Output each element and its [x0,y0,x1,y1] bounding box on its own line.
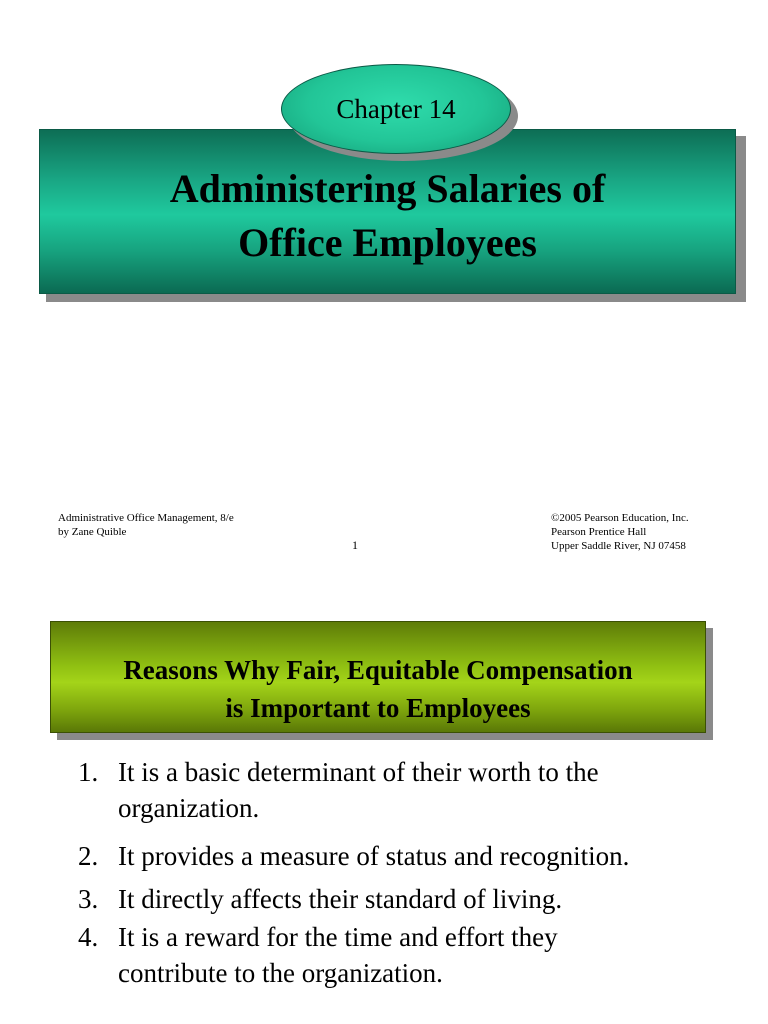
slide-title [39,162,736,270]
slide-heading-line-1: Reasons Why Fair, Equitable Compensation [123,655,633,685]
footer-book-title: Administrative Office Management, 8/e [58,512,234,524]
slide-heading [50,651,706,727]
footer-publisher: Pearson Prentice Hall [551,526,647,538]
footer-publisher-info [551,511,689,553]
chapter-badge [281,64,511,154]
list-item-number: 1. [78,757,99,787]
list-item [78,919,758,991]
slide-heading-line-2: is Important to Employees [225,693,531,723]
list-item-text: It is a basic determinant of their worth to the [118,757,599,787]
list-item-text: It directly affects their standard of living. [118,884,563,914]
list-item [78,754,758,826]
footer-book-info [58,511,234,539]
list-item-number: 3. [78,884,99,914]
reasons-list [78,754,758,991]
slide-2 [0,590,768,1024]
list-item [78,881,758,917]
slide-title-line-2: Office Employees [238,220,537,265]
list-item-number: 2. [78,841,99,871]
list-item-text: It provides a measure of status and recognition. [118,841,630,871]
footer-author: by Zane Quible [58,526,127,538]
chapter-label: Chapter 14 [336,93,456,124]
list-item [78,838,758,874]
footer-copyright: ©2005 Pearson Education, Inc. [551,512,689,524]
list-item-number: 4. [78,922,99,952]
list-item-text: organization. [118,793,260,823]
slide-title-line-1: Administering Salaries of [169,166,606,211]
footer-address: Upper Saddle River, NJ 07458 [551,540,686,552]
list-item-text: contribute to the organization. [118,958,443,988]
list-item-text: It is a reward for the time and effort they [118,922,558,952]
page-number: 1 [352,538,358,552]
